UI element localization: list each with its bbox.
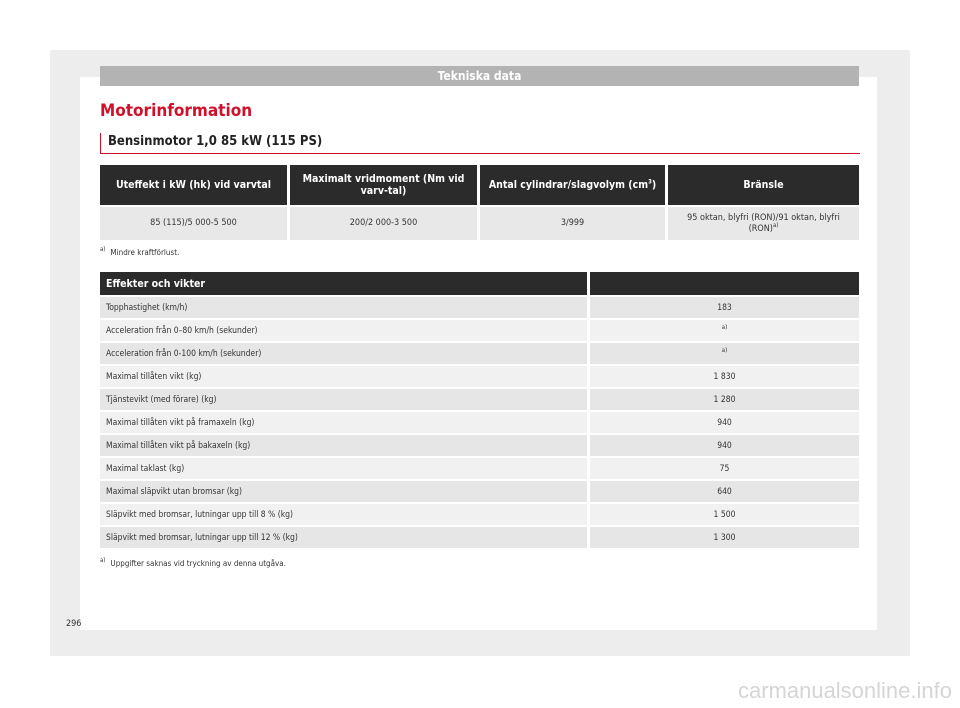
row-value: 75: [590, 456, 859, 479]
row-value: 940: [590, 433, 859, 456]
row-value: [590, 318, 859, 341]
table-row: [100, 341, 859, 364]
row-label: Topphastighet (km/h): [100, 295, 590, 318]
subsection-title: Bensinmotor 1,0 85 kW (115 PS): [108, 134, 323, 149]
row-label: Maximal släpvikt utan bromsar (kg): [100, 479, 590, 502]
table-row: [100, 295, 859, 318]
row-value: 640: [590, 479, 859, 502]
header-cylinders-sup: 3: [648, 178, 652, 186]
cell-cylinders: 3/999: [480, 205, 668, 240]
row-label: Maximal tillåten vikt (kg): [100, 364, 590, 387]
table-row: [100, 433, 859, 456]
row-value: 183: [590, 295, 859, 318]
cell-fuel: [668, 205, 859, 240]
table-row: [100, 479, 859, 502]
row-label: Maximal taklast (kg): [100, 456, 590, 479]
footnote-mark: a): [100, 246, 106, 254]
table-row: [100, 364, 859, 387]
table-row: [100, 525, 859, 548]
subsection-heading: [100, 133, 860, 154]
engine-table-row: [100, 205, 859, 240]
table-row: [100, 456, 859, 479]
row-value: 1 500: [590, 502, 859, 525]
table-row: [100, 502, 859, 525]
footnote-mark: a): [100, 557, 106, 565]
footnote-text: Mindre kraftförlust.: [110, 248, 180, 257]
weights-table-header-row: [100, 272, 859, 295]
engine-table-header-row: [100, 165, 859, 205]
header-cylinders-close: ): [651, 179, 657, 191]
row-value: 1 300: [590, 525, 859, 548]
header-cylinders-text: Antal cylindrar/slagvolym (cm: [488, 179, 649, 191]
weights-table: [100, 272, 859, 548]
header-empty: [590, 272, 859, 295]
row-label: Släpvikt med bromsar, lutningar upp till 8 % (kg): [100, 502, 590, 525]
row-value: [590, 341, 859, 364]
section-title: Motorinformation: [100, 101, 253, 121]
chapter-header: [100, 66, 859, 86]
watermark: carmanualsonline.info: [737, 678, 952, 703]
footnote-mark: a): [721, 346, 728, 354]
footnote-mark: a): [721, 323, 728, 331]
cell-fuel-footnote-mark: a): [772, 221, 779, 229]
table-row: [100, 318, 859, 341]
row-label: Acceleration från 0–80 km/h (sekunder): [100, 318, 590, 341]
row-label: Maximal tillåten vikt på framaxeln (kg): [100, 410, 590, 433]
cell-torque: 200/2 000-3 500: [290, 205, 480, 240]
page-number: 296: [66, 619, 82, 629]
row-label: Acceleration från 0-100 km/h (sekunder): [100, 341, 590, 364]
cell-fuel-text: 95 oktan, blyfri (RON)/91 oktan, blyfri (RON): [687, 212, 840, 234]
header-fuel: Bränsle: [668, 165, 859, 205]
row-value: 1 830: [590, 364, 859, 387]
cell-power: 85 (115)/5 000-5 500: [100, 205, 290, 240]
header-torque: Maximalt vridmoment (Nm vid varv-tal): [290, 165, 480, 205]
footnote-text: Uppgifter saknas vid tryckning av denna utgåva.: [110, 559, 286, 568]
footnote-engine: [100, 248, 179, 257]
table-row: [100, 387, 859, 410]
chapter-title: Tekniska data: [437, 69, 522, 83]
footnote-weights: [100, 559, 286, 568]
engine-table: [100, 165, 859, 240]
row-label: Tjänstevikt (med förare) (kg): [100, 387, 590, 410]
row-value: 940: [590, 410, 859, 433]
header-power: Uteffekt i kW (hk) vid varvtal: [100, 165, 290, 205]
header-effects: Effekter och vikter: [100, 272, 590, 295]
table-row: [100, 410, 859, 433]
row-label: Maximal tillåten vikt på bakaxeln (kg): [100, 433, 590, 456]
row-label: Släpvikt med bromsar, lutningar upp till 12 % (kg): [100, 525, 590, 548]
header-cylinders: [480, 165, 668, 205]
row-value: 1 280: [590, 387, 859, 410]
